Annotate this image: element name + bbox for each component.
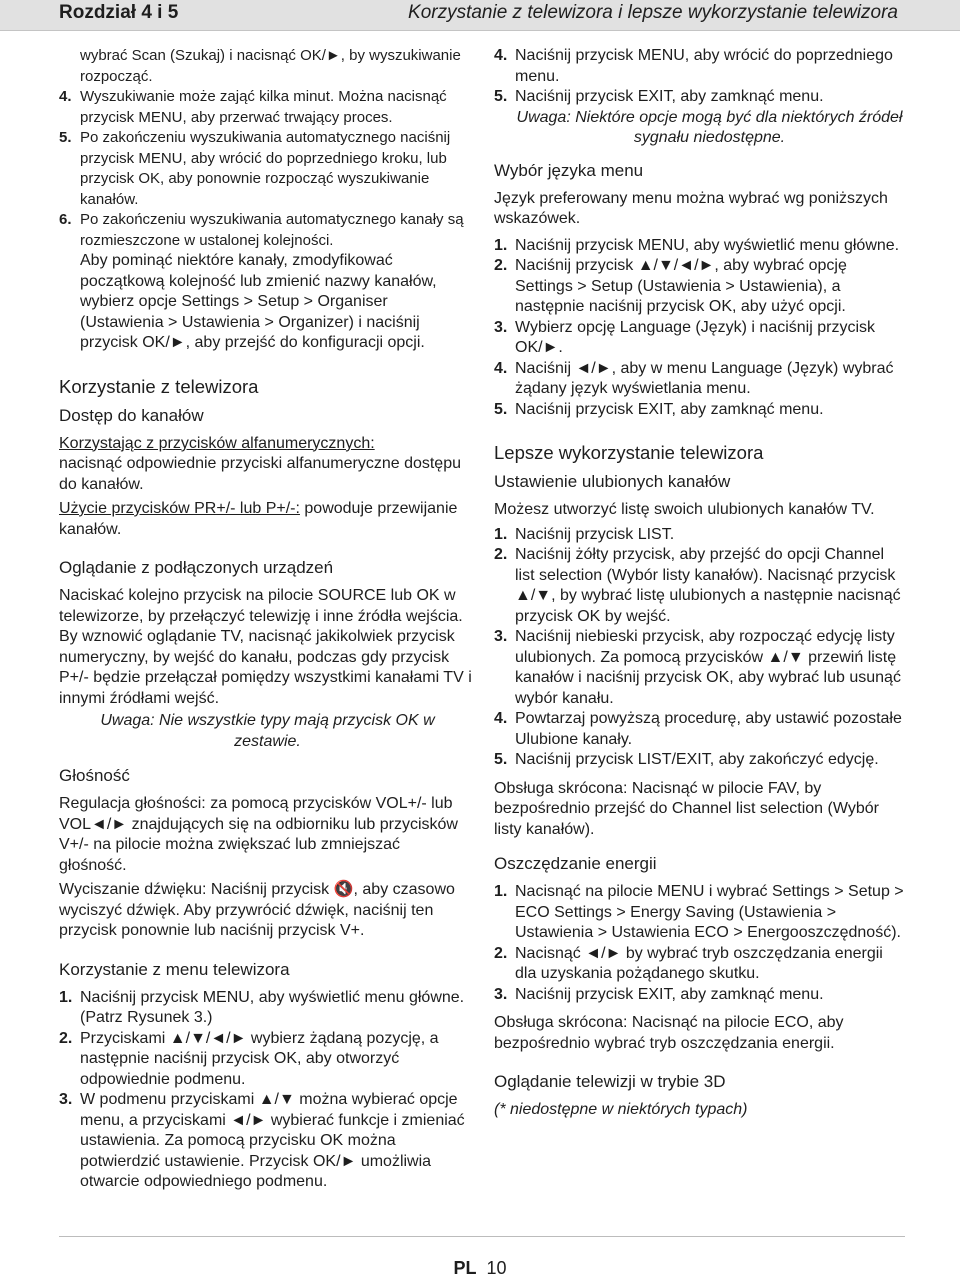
section-heading-better-use: Lepsze wykorzystanie telewizora [494,442,764,463]
list-item [494,627,905,709]
section-heading-using-tv: Korzystanie z telewizora [59,375,259,397]
pr-label: Użycie przycisków PR+/- lub P+/-: [59,500,300,517]
list-item [494,400,905,421]
list-item [59,87,472,128]
item-number: 4. [494,47,508,64]
list-item [494,985,905,1006]
list-item [494,46,905,87]
item-number: 5. [494,400,508,418]
subheading-volume: Głośność [59,766,130,785]
item-text: Naciśnij przycisk LIST. [515,525,675,543]
item-text: Po zakończeniu wyszukiwania automatycznego kanały są rozmieszczone w ustalonej kolejności. [80,211,464,249]
pr-paragraph [59,499,472,540]
list-item [59,988,472,1029]
chapter-label: Rozdział 4 i 5 [59,2,179,23]
item-number: 6. [59,211,72,228]
item-text: Naciśnij żółty przycisk, aby przejść do opcji Channel list selection (Wybór listy kanałów). Nacisnąć przycisk ▲/▼, by wybrać listę ulubionych a następnie nacisnąć przycisk OK by wejść. [515,546,901,625]
item-text: Naciśnij przycisk LIST/EXIT, aby zakończyć edycję. [515,751,879,768]
pr-text: powoduje przewijanie kanałów. [59,500,458,538]
item-text: Naciśnij przycisk EXIT, aby zamknąć menu. [515,88,824,105]
list-item [494,750,905,771]
list-item [59,210,472,251]
subheading-3d-viewing: Oglądanie telewizji w trybie 3D [494,1072,726,1091]
organiser-instructions: Aby pominąć niektóre kanały, zmodyfikować początkową kolejność lub zmienić nazwy kanałów, wybierz opcje Settings > Setup > Organiser (Ustawienia > Ustawienia > Organizer) i naciśnij przycisk OK/►, aby przejść do konfiguracji opcji. [80,252,437,351]
list-item [494,236,905,257]
item-text: Powtarzaj powyższą procedurę, aby ustawić pozostałe Ulubione kanały. [515,710,902,748]
step-3-continued: wybrać Scan (Szukaj) i nacisnąć OK/►, by wyszukiwanie rozpocząć. [80,47,461,85]
list-item [59,128,472,210]
list-item [494,525,905,546]
item-number: 5. [494,88,508,105]
alnum-label: Korzystając z przycisków alfanumerycznych: [59,434,375,452]
item-number: 1. [494,236,508,254]
list-item [494,709,905,750]
item-text: Naciśnij ◄/►, aby w menu Language (Język) wybrać żądany język wyświetlania menu. [515,359,894,397]
item-number: 2. [59,1029,73,1047]
list-item [494,87,905,108]
list-item [494,944,905,985]
connected-paragraph: Naciskać kolejno przycisk na pilocie SOURCE lub OK w telewizorze, by przełączyć telewizję i inne źródła wejścia. By wznowić oglądanie TV, nacisnąć jakikolwiek przycisk numeryczny, by wejść do kanału, podczas gdy przycisk P+/- będzie przełączał pomiędzy wszystkimi kanałami TV i innymi źródłami wejść. [59,587,472,707]
menu-note: Uwaga: Niektóre opcje mogą być dla niektórych źródeł sygnału niedostępne. [516,108,903,146]
item-text: Naciśnij przycisk ▲/▼/◄/►, aby wybrać opcję Settings > Setup (Ustawienia > Ustawienia), a następnie naciśnij przycisk OK, aby użyć opcji. [515,257,847,315]
connected-note: Uwaga: Nie wszystkie typy mają przycisk OK w zestawie. [100,712,435,750]
right-column [494,46,905,1121]
item-number: 2. [494,546,508,563]
subheading-tv-menu: Korzystanie z menu telewizora [59,959,290,979]
language-intro: Język preferowany menu można wybrać wg poniższych wskazówek. [494,189,888,227]
item-text: Nacisnąć na pilocie MENU i wybrać Settings > Setup > ECO Settings > Energy Saving (Ustawienia > Ustawienia > Ustawienia ECO > Energooszczędność). [515,883,904,941]
subheading-channel-access: Dostęp do kanałów [59,405,204,425]
3d-availability-note: (* niedostępne w niektórych typach) [494,1101,748,1118]
item-text: Naciśnij przycisk MENU, aby wrócić do poprzedniego menu. [515,47,893,85]
list-item [494,256,905,318]
left-column [59,46,472,1193]
item-number: 3. [494,318,508,336]
subheading-menu-language: Wybór języka menu [494,160,644,180]
subheading-connected-devices: Oglądanie z podłączonych urządzeń [59,558,334,577]
item-number: 5. [59,129,72,146]
volume-paragraph: Regulacja głośności: za pomocą przycisków VOL+/- lub VOL◄/► znajdujących się na odbiorniku lub przycisków V+/- na pilocie można zwiększać lub zmniejszać głośność. [59,795,458,874]
header-title: Korzystanie z telewizora i lepsze wykorzystanie telewizora [408,2,898,23]
item-number: 2. [494,257,508,274]
language-code: PL [453,1258,477,1278]
item-number: 3. [494,628,508,645]
item-text: W podmenu przyciskami ▲/▼ można wybierać opcje menu, a przyciskami ◄/► wybierać funkcje i zmieniać ustawienia. Za pomocą przycisku OK można potwierdzić ustawienie. Przycisk OK/► umożliwia otwarcie odpowiedniego podmenu. [80,1091,465,1190]
subheading-energy-saving: Oszczędzanie energii [494,854,657,873]
alnum-paragraph [59,434,472,496]
favourites-intro: Możesz utworzyć listę swoich ulubionych kanałów TV. [494,501,875,518]
page-header [0,0,960,31]
item-text: Naciśnij przycisk EXIT, aby zamknąć menu. [515,400,824,418]
item-number: 3. [59,1091,73,1108]
favourites-shortcut: Obsługa skrócona: Nacisnąć w pilocie FAV, by bezpośrednio przejść do Channel list selection (Wybór listy kanałów). [494,779,879,838]
item-number: 1. [59,988,73,1006]
subheading-favourite-channels: Ustawienie ulubionych kanałów [494,472,731,491]
item-number: 4. [59,88,72,105]
footer-divider [59,1236,905,1237]
item-text: Wybierz opcję Language (Język) i naciśnij przycisk OK/►. [515,318,875,356]
item-number: 4. [494,359,508,377]
item-number: 5. [494,751,508,768]
item-number: 4. [494,710,508,727]
page-footer [0,1258,960,1279]
item-text: Wyszukiwanie może zająć kilka minut. Można nacisnąć przycisk MENU, aby przerwać trwający proces. [80,88,447,126]
list-item [494,359,905,400]
list-item [59,1090,472,1193]
item-text: Naciśnij niebieski przycisk, aby rozpocząć edycję listy ulubionych. Za pomocą przycisków ▲/▼ przewiń listę kanałów i naciśnij przycisk OK, aby wybrać lub usunąć wybór kanału. [515,628,901,707]
item-number: 3. [494,985,508,1003]
mute-paragraph: Wyciszanie dźwięku: Naciśnij przycisk 🔇, aby czasowo wyciszyć dźwięk. Aby przywrócić dźwięk, naciśnij ten przycisk ponownie lub naciśnij przycisk V+. [59,881,455,939]
list-item [494,545,905,627]
item-text: Naciśnij przycisk MENU, aby wyświetlić menu główne. (Patrz Rysunek 3.) [80,988,465,1026]
item-text: Nacisnąć ◄/► by wybrać tryb oszczędzania energii dla uzyskania pożądanego skutku. [515,944,883,982]
item-text: Naciśnij przycisk EXIT, aby zamknąć menu. [515,985,824,1003]
list-item [59,1029,472,1091]
list-item [494,318,905,359]
list-item [494,882,905,944]
item-number: 1. [494,883,508,900]
eco-shortcut: Obsługa skrócona: Nacisnąć na pilocie ECO, aby bezpośrednio wybrać tryb oszczędzania energii. [494,1014,844,1052]
item-text: Naciśnij przycisk MENU, aby wyświetlić menu główne. [515,236,900,254]
page-number: 10 [486,1258,507,1278]
item-text: Po zakończeniu wyszukiwania automatycznego naciśnij przycisk MENU, aby wrócić do poprzedniego kroku, lub przycisk OK, aby ponownie rozpocząć wyszukiwanie kanałów. [80,129,451,208]
item-number: 1. [494,525,508,543]
item-number: 2. [494,944,508,962]
alnum-text: nacisnąć odpowiednie przyciski alfanumeryczne dostępu do kanałów. [59,455,461,493]
item-text: Przyciskami ▲/▼/◄/► wybierz żądaną pozycję, a następnie naciśnij przycisk OK, aby otworzyć odpowiednie podmenu. [80,1029,439,1088]
